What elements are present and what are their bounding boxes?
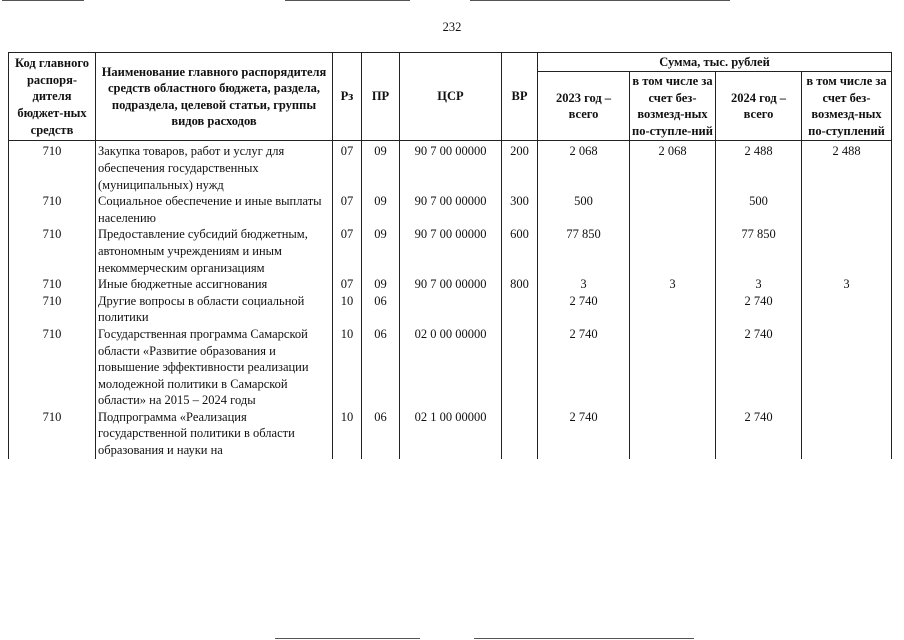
cell-pr: 09 — [362, 276, 400, 293]
cell-2023-total: 2 740 — [538, 293, 630, 326]
cell-2023-total: 500 — [538, 193, 630, 226]
scan-artifact-top-middle — [285, 0, 410, 1]
cell-2024-grants — [802, 326, 892, 409]
header-csr: ЦСР — [400, 53, 502, 141]
cell-2024-total: 2 740 — [716, 293, 802, 326]
cell-2024-total: 500 — [716, 193, 802, 226]
cell-name: Социальное обеспечение и иные выплаты населению — [96, 193, 333, 226]
cell-csr: 90 7 00 00000 — [400, 141, 502, 193]
cell-csr: 90 7 00 00000 — [400, 226, 502, 276]
cell-name: Другие вопросы в области социальной политики — [96, 293, 333, 326]
scan-artifact-top-right — [470, 0, 730, 1]
cell-vr — [502, 409, 538, 459]
header-2024-total: 2024 год – всего — [716, 72, 802, 141]
header-sum: Сумма, тыс. рублей — [538, 53, 892, 72]
cell-2023-grants — [630, 226, 716, 276]
cell-2023-grants — [630, 326, 716, 409]
table-row — [9, 326, 892, 409]
cell-2024-grants — [802, 293, 892, 326]
cell-2024-total: 77 850 — [716, 226, 802, 276]
cell-name: Закупка товаров, работ и услуг для обеспечения государственных (муниципальных) нужд — [96, 141, 333, 193]
cell-rz: 10 — [333, 326, 362, 409]
cell-rz: 07 — [333, 193, 362, 226]
scan-artifact-top-left — [2, 0, 84, 1]
cell-vr: 300 — [502, 193, 538, 226]
table-row — [9, 409, 892, 459]
cell-2023-grants — [630, 293, 716, 326]
cell-vr — [502, 326, 538, 409]
cell-2024-total: 2 740 — [716, 326, 802, 409]
cell-2023-grants: 2 068 — [630, 141, 716, 193]
cell-csr: 02 0 00 00000 — [400, 326, 502, 409]
page-number: 232 — [442, 20, 462, 34]
cell-2024-grants: 3 — [802, 276, 892, 293]
cell-code: 710 — [9, 276, 96, 293]
cell-pr: 06 — [362, 409, 400, 459]
cell-rz: 07 — [333, 141, 362, 193]
scan-artifact-bottom-left — [275, 638, 420, 639]
cell-code: 710 — [9, 409, 96, 459]
cell-pr: 06 — [362, 293, 400, 326]
header-row-1 — [9, 53, 892, 72]
cell-2023-grants — [630, 193, 716, 226]
header-2023-grants: в том числе за счет без-возмезд-ных по-ступле-ний — [630, 72, 716, 141]
cell-name: Предоставление субсидий бюджетным, автономным учреждениям и иным некоммерческим организациям — [96, 226, 333, 276]
table-header — [9, 53, 892, 141]
cell-pr: 06 — [362, 326, 400, 409]
cell-pr: 09 — [362, 226, 400, 276]
cell-2023-total: 2 068 — [538, 141, 630, 193]
cell-rz: 10 — [333, 293, 362, 326]
table-row — [9, 193, 892, 226]
cell-rz: 07 — [333, 276, 362, 293]
cell-vr: 200 — [502, 141, 538, 193]
cell-csr — [400, 293, 502, 326]
cell-2023-total: 77 850 — [538, 226, 630, 276]
header-2023-total: 2023 год – всего — [538, 72, 630, 141]
table-row — [9, 293, 892, 326]
scan-artifact-bottom-right — [474, 638, 694, 639]
table-body — [9, 141, 892, 459]
cell-2024-grants: 2 488 — [802, 141, 892, 193]
header-2024-grants: в том числе за счет без-возмезд-ных по-ступлений — [802, 72, 892, 141]
cell-code: 710 — [9, 226, 96, 276]
cell-vr: 600 — [502, 226, 538, 276]
header-code: Код главного распоря-дителя бюджет-ных средств — [9, 53, 96, 141]
cell-vr — [502, 293, 538, 326]
cell-2023-grants — [630, 409, 716, 459]
header-rz: Рз — [333, 53, 362, 141]
budget-table — [8, 52, 892, 459]
header-name: Наименование главного распорядителя средств областного бюджета, раздела, подраздела, целевой статьи, группы видов расходов — [96, 53, 333, 141]
table-row — [9, 226, 892, 276]
cell-2024-total: 2 740 — [716, 409, 802, 459]
cell-2023-total: 3 — [538, 276, 630, 293]
cell-csr: 90 7 00 00000 — [400, 193, 502, 226]
cell-vr: 800 — [502, 276, 538, 293]
cell-csr: 02 1 00 00000 — [400, 409, 502, 459]
cell-code: 710 — [9, 193, 96, 226]
header-pr: ПР — [362, 53, 400, 141]
table-row — [9, 141, 892, 193]
cell-name: Иные бюджетные ассигнования — [96, 276, 333, 293]
cell-pr: 09 — [362, 193, 400, 226]
cell-2024-total: 3 — [716, 276, 802, 293]
cell-2023-total: 2 740 — [538, 326, 630, 409]
cell-code: 710 — [9, 326, 96, 409]
header-vr: ВР — [502, 53, 538, 141]
cell-pr: 09 — [362, 141, 400, 193]
cell-2024-grants — [802, 193, 892, 226]
table-row — [9, 276, 892, 293]
cell-rz: 07 — [333, 226, 362, 276]
cell-rz: 10 — [333, 409, 362, 459]
cell-2023-total: 2 740 — [538, 409, 630, 459]
cell-2024-grants — [802, 409, 892, 459]
cell-name: Подпрограмма «Реализация государственной политики в области образования и науки на — [96, 409, 333, 459]
cell-csr: 90 7 00 00000 — [400, 276, 502, 293]
cell-2024-grants — [802, 226, 892, 276]
cell-code: 710 — [9, 141, 96, 193]
cell-name: Государственная программа Самарской области «Развитие образования и повышение эффективности реализации молодежной политики в Самарской области» на 2015 – 2024 годы — [96, 326, 333, 409]
cell-2023-grants: 3 — [630, 276, 716, 293]
cell-2024-total: 2 488 — [716, 141, 802, 193]
cell-code: 710 — [9, 293, 96, 326]
